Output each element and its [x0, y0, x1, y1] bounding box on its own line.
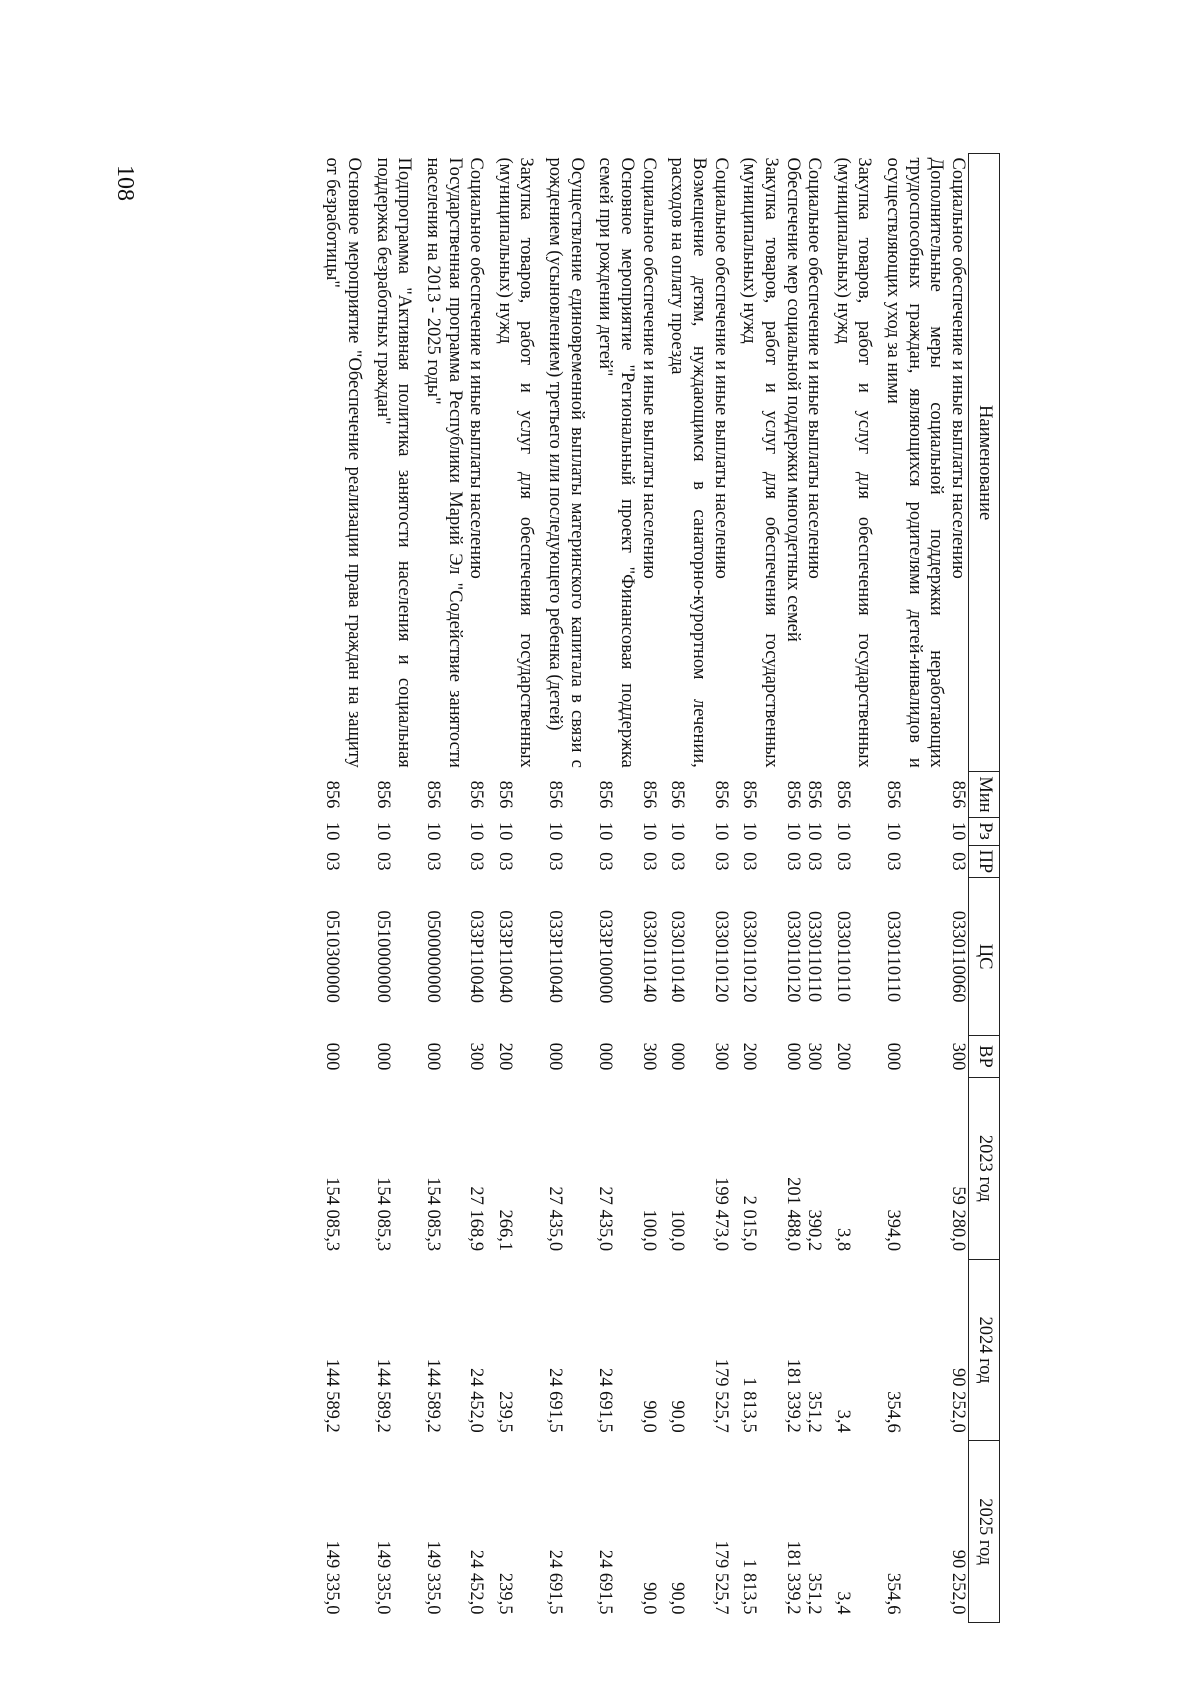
cell-cs: 0500000000 [422, 910, 443, 1003]
cell-pr: 03 [832, 852, 853, 871]
cell-min: 856 [466, 780, 487, 809]
header-2023: 2023 год [969, 1077, 1000, 1259]
budget-table [321, 153, 1000, 1623]
cell-rz: 10 [832, 821, 853, 841]
cell-vr: 000 [595, 1042, 616, 1071]
cell-rz: 10 [782, 821, 803, 841]
cell-2024: 24 691,5 [545, 1368, 566, 1433]
cell-2024: 239,5 [494, 1391, 515, 1433]
cell-rz: 10 [466, 821, 487, 841]
cell-vr: 200 [832, 1042, 853, 1071]
cell-name: Социальное обеспечение и иные выплаты населению [804, 157, 825, 579]
cell-vr: 300 [948, 1042, 968, 1071]
cell-pr: 03 [739, 852, 760, 871]
page-number: 108 [112, 165, 138, 201]
table-row [321, 154, 371, 1623]
cell-min: 856 [322, 780, 343, 809]
cell-2023: 100,0 [667, 1209, 688, 1252]
table-row [738, 154, 781, 1623]
table-row [831, 154, 881, 1623]
header-2024: 2024 год [969, 1259, 1000, 1441]
cell-2024: 1 813,5 [739, 1377, 760, 1433]
cell-cs: 0330110140 [667, 910, 688, 1003]
cell-2023: 390,2 [804, 1209, 825, 1252]
cell-rz: 10 [883, 821, 904, 841]
cell-2025: 90,0 [667, 1582, 688, 1615]
cell-2023: 199 473,0 [710, 1177, 731, 1252]
table-header-row [969, 154, 1000, 1623]
cell-rz: 10 [804, 821, 825, 841]
cell-2025: 239,5 [494, 1572, 515, 1615]
cell-2024: 90,0 [638, 1400, 659, 1433]
rotated-page-content [220, 153, 1000, 1623]
header-min: Мин [969, 772, 1000, 817]
header-rz: Рз [969, 817, 1000, 845]
cell-name: Социальное обеспечение и иные выплаты населению [948, 157, 968, 579]
cell-vr: 300 [466, 1042, 487, 1071]
cell-name: Социальное обеспечение и иные выплаты населению [466, 157, 487, 579]
cell-2023: 154 085,3 [322, 1177, 343, 1252]
cell-min: 856 [710, 780, 731, 809]
cell-min: 856 [948, 780, 968, 809]
cell-2024: 24 452,0 [466, 1368, 487, 1433]
cell-min: 856 [422, 780, 443, 809]
cell-2024: 144 589,2 [372, 1358, 393, 1433]
cell-2025: 3,4 [832, 1591, 853, 1615]
cell-vr: 000 [422, 1042, 443, 1071]
table-row [946, 154, 968, 1623]
cell-min: 856 [494, 780, 515, 809]
cell-pr: 03 [372, 852, 393, 871]
header-2025: 2025 год [969, 1441, 1000, 1623]
cell-rz: 10 [322, 821, 343, 841]
cell-2023: 266,1 [494, 1209, 515, 1252]
cell-vr: 200 [739, 1042, 760, 1071]
table-row [781, 154, 803, 1623]
header-cs: ЦС [969, 878, 1000, 1036]
table-body [321, 154, 969, 1623]
cell-cs: 0330110110 [804, 911, 825, 1003]
cell-2025: 90,0 [638, 1582, 659, 1615]
cell-pr: 03 [595, 852, 616, 871]
cell-cs: 033P110040 [494, 910, 515, 1004]
cell-2025: 354,6 [883, 1572, 904, 1615]
cell-rz: 10 [545, 821, 566, 841]
cell-2025: 181 339,2 [782, 1540, 803, 1615]
cell-pr: 03 [667, 852, 688, 871]
table-row [421, 154, 464, 1623]
cell-pr: 03 [948, 852, 968, 871]
cell-2023: 154 085,3 [422, 1177, 443, 1252]
header-name: Наименование [969, 154, 1000, 772]
cell-vr: 000 [372, 1042, 393, 1071]
cell-vr: 000 [667, 1042, 688, 1071]
cell-name: Основное мероприятие "Региональный проект "Финансовая поддержка семей при рождении детей" [595, 157, 638, 768]
table-row [543, 154, 593, 1623]
cell-cs: 0330110120 [782, 910, 803, 1003]
cell-2023: 100,0 [638, 1209, 659, 1252]
cell-pr: 03 [545, 852, 566, 871]
cell-name: Социальное обеспечение и иные выплаты населению [638, 157, 659, 579]
cell-2024: 24 691,5 [595, 1368, 616, 1433]
table-row [465, 154, 494, 1623]
cell-min: 856 [595, 780, 616, 809]
cell-rz: 10 [710, 821, 731, 841]
cell-cs: 0330110060 [948, 910, 968, 1003]
cell-min: 856 [372, 780, 393, 809]
cell-name: Осуществление единовременной выплаты материнского капитала в связи с рождением (усыновлением) третьего или последующего ребенка (детей) [545, 157, 587, 768]
cell-rz: 10 [595, 821, 616, 841]
cell-name: Возмещение детям, нуждающимся в санаторно-курортном лечении, расходов на оплату проезда [667, 157, 709, 768]
cell-vr: 300 [804, 1042, 825, 1071]
cell-cs: 033P110040 [466, 910, 487, 1004]
cell-2023: 27 435,0 [595, 1186, 616, 1252]
cell-name: Подпрограмма "Активная политика занятости населения и социальная поддержка безработных граждан" [372, 157, 415, 768]
cell-vr: 000 [782, 1042, 803, 1071]
table-row [709, 154, 738, 1623]
cell-cs: 0510300000 [322, 910, 343, 1003]
cell-2025: 24 691,5 [595, 1549, 616, 1615]
cell-2025: 149 335,0 [422, 1540, 443, 1615]
cell-2024: 354,6 [883, 1391, 904, 1433]
cell-2025: 179 525,7 [710, 1540, 731, 1615]
cell-name: Основное мероприятие "Обеспечение реализации права граждан на защиту от безработицы" [322, 157, 364, 768]
table-row [371, 154, 421, 1623]
cell-rz: 10 [638, 821, 659, 841]
cell-name: Закупка товаров, работ и услуг для обеспечения государственных (муниципальных) нужд [494, 157, 537, 768]
cell-vr: 000 [883, 1042, 904, 1071]
cell-min: 856 [782, 780, 803, 809]
table-row [803, 154, 832, 1623]
cell-2024: 90 252,0 [948, 1368, 968, 1433]
cell-name: Закупка товаров, работ и услуг для обеспечения государственных (муниципальных) нужд [832, 157, 875, 768]
table-row [594, 154, 637, 1623]
cell-pr: 03 [782, 852, 803, 871]
cell-cs: 033P100000 [595, 909, 616, 1004]
cell-min: 856 [545, 780, 566, 809]
cell-min: 856 [667, 780, 688, 809]
cell-pr: 03 [466, 852, 487, 871]
cell-pr: 03 [322, 852, 343, 871]
cell-2025: 24 452,0 [466, 1549, 487, 1615]
cell-rz: 10 [494, 821, 515, 841]
cell-pr: 03 [422, 852, 443, 871]
cell-2023: 59 280,0 [948, 1186, 968, 1252]
cell-cs: 0330110140 [638, 910, 659, 1003]
cell-cs: 0330110120 [739, 910, 760, 1003]
cell-2024: 179 525,7 [710, 1358, 731, 1433]
cell-2024: 144 589,2 [322, 1358, 343, 1433]
cell-rz: 10 [667, 821, 688, 841]
table-row [493, 154, 543, 1623]
table-row [881, 154, 946, 1623]
cell-rz: 10 [739, 821, 760, 841]
cell-2024: 3,4 [832, 1409, 853, 1433]
cell-2023: 2 015,0 [739, 1195, 760, 1252]
cell-cs: 0510000000 [372, 910, 393, 1003]
cell-name: Обеспечение мер социальной поддержки многодетных семей [782, 157, 803, 642]
cell-cs: 033P110040 [545, 910, 566, 1004]
header-pr: ПР [969, 845, 1000, 878]
cell-2025: 24 691,5 [545, 1549, 566, 1615]
cell-2023: 27 168,9 [466, 1186, 487, 1252]
cell-pr: 03 [804, 852, 825, 871]
cell-name: Социальное обеспечение и иные выплаты населению [710, 157, 731, 579]
cell-2023: 154 085,3 [372, 1177, 393, 1252]
cell-min: 856 [739, 780, 760, 809]
cell-pr: 03 [883, 852, 904, 871]
cell-vr: 300 [638, 1042, 659, 1071]
header-vr: ВР [969, 1036, 1000, 1078]
cell-pr: 03 [710, 852, 731, 871]
cell-2025: 149 335,0 [372, 1540, 393, 1615]
cell-2025: 1 813,5 [739, 1559, 760, 1615]
cell-pr: 03 [494, 852, 515, 871]
cell-pr: 03 [638, 852, 659, 871]
cell-2023: 394,0 [883, 1209, 904, 1252]
cell-cs: 0330110120 [710, 910, 731, 1003]
cell-min: 856 [638, 780, 659, 809]
table-row [637, 154, 666, 1623]
cell-2025: 149 335,0 [322, 1540, 343, 1615]
cell-vr: 200 [494, 1042, 515, 1071]
cell-rz: 10 [422, 821, 443, 841]
cell-cs: 0330110110 [883, 911, 904, 1003]
cell-2024: 90,0 [667, 1400, 688, 1433]
cell-2023: 201 488,0 [782, 1177, 803, 1252]
cell-2023: 3,8 [832, 1228, 853, 1252]
cell-cs: 0330110110 [832, 911, 853, 1003]
table-row [666, 154, 709, 1623]
cell-name: Государственная программа Республики Марий Эл "Содействие занятости населения на 2013 - 2025 годы" [422, 157, 465, 768]
cell-vr: 000 [545, 1042, 566, 1071]
cell-min: 856 [804, 780, 825, 809]
cell-name: Дополнительные меры социальной поддержки неработающих трудоспособных граждан, являющихся родителями детей-инвалидов и осуществляющих уход за ними [883, 157, 947, 768]
cell-rz: 10 [948, 821, 968, 841]
cell-rz: 10 [372, 821, 393, 841]
cell-2024: 144 589,2 [422, 1358, 443, 1433]
cell-2025: 90 252,0 [948, 1549, 968, 1615]
cell-name: Закупка товаров, работ и услуг для обеспечения государственных (муниципальных) нужд [739, 157, 781, 768]
cell-min: 856 [832, 780, 853, 809]
cell-2023: 27 435,0 [545, 1186, 566, 1252]
cell-2024: 181 339,2 [782, 1358, 803, 1433]
cell-min: 856 [883, 780, 904, 809]
cell-vr: 000 [322, 1042, 343, 1071]
cell-2024: 351,2 [804, 1391, 825, 1433]
cell-vr: 300 [710, 1042, 731, 1071]
cell-2025: 351,2 [804, 1572, 825, 1615]
